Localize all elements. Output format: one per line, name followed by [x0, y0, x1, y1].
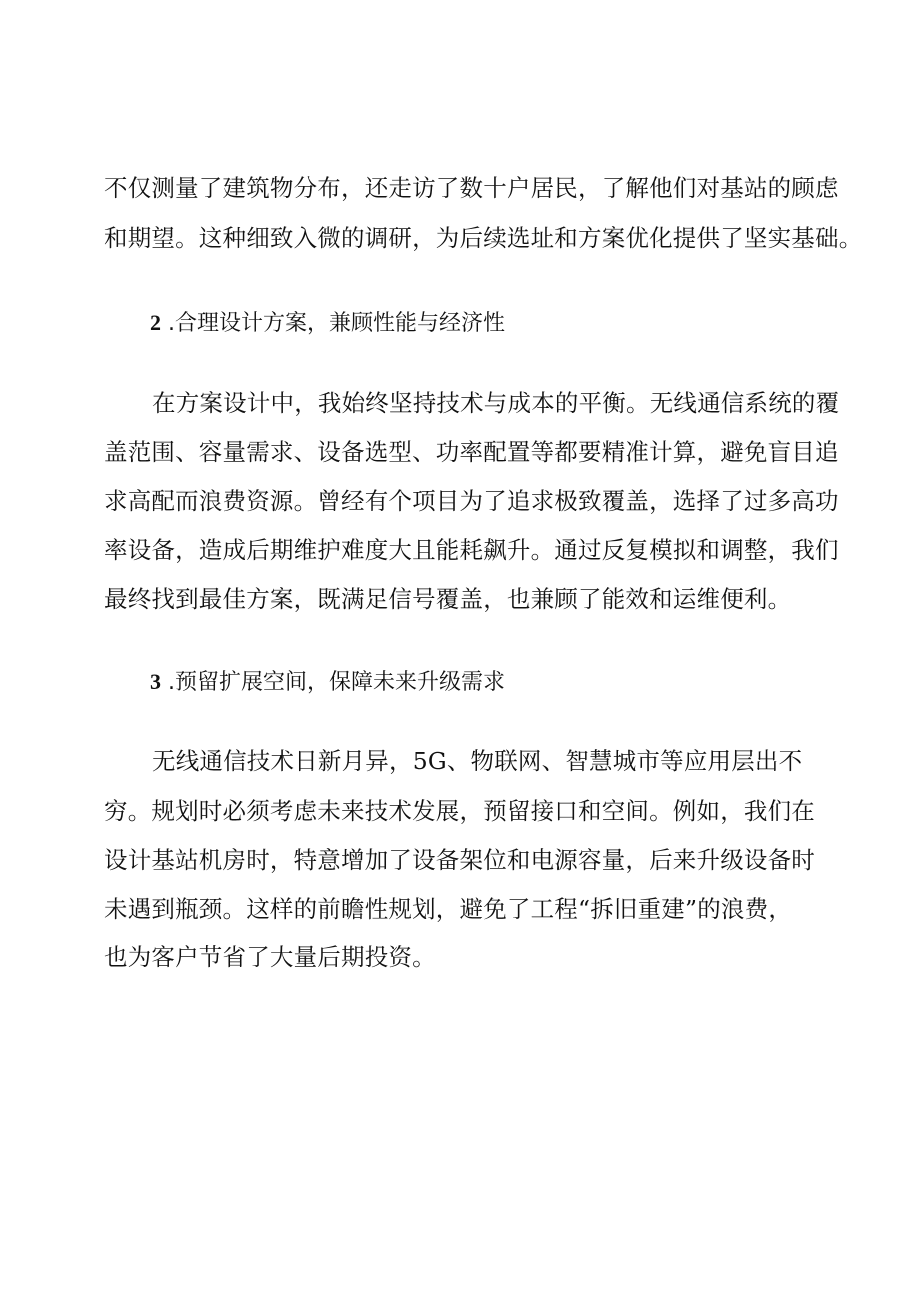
- section-title: .预留扩展空间，保障未来升级需求: [168, 670, 505, 695]
- paragraph-line: 和期望。这种细致入微的调研，为后续选址和方案优化提供了坚实基础。: [104, 224, 863, 252]
- paragraph-line: 在方案设计中，我始终坚持技术与成本的平衡。无线通信系统的覆: [152, 389, 840, 417]
- section-number: 2: [150, 310, 161, 335]
- paragraph-line: 未遇到瓶颈。这样的前瞻性规划，避免了工程“拆旧重建”的浪费，: [104, 895, 793, 923]
- paragraph-line: 设计基站机房时，特意增加了设备架位和电源容量，后来升级设备时: [104, 846, 815, 874]
- section-3-heading: [150, 667, 505, 698]
- section-title: .合理设计方案，兼顾性能与经济性: [168, 311, 505, 336]
- section-2-heading: [150, 308, 505, 339]
- paragraph-line: 无线通信技术日新月异，5G、物联网、智慧城市等应用层出不: [152, 747, 803, 775]
- paragraph-line: 最终找到最佳方案，既满足信号覆盖，也兼顾了能效和运维便利。: [104, 585, 792, 613]
- paragraph-line: 盖范围、容量需求、设备选型、功率配置等都要精准计算，避免盲目追: [104, 438, 839, 466]
- paragraph-line: 也为客户节省了大量后期投资。: [104, 943, 436, 971]
- paragraph-line: 求高配而浪费资源。曾经有个项目为了追求极致覆盖，选择了过多高功: [104, 487, 839, 515]
- section-number: 3: [150, 669, 161, 694]
- paragraph-line: 率设备，造成后期维护难度大且能耗飙升。通过反复模拟和调整，我们: [104, 536, 839, 564]
- paragraph-line: 不仅测量了建筑物分布，还走访了数十户居民，了解他们对基站的顾虑: [104, 174, 839, 202]
- paragraph-line: 穷。规划时必须考虑未来技术发展，预留接口和空间。例如，我们在: [104, 797, 815, 825]
